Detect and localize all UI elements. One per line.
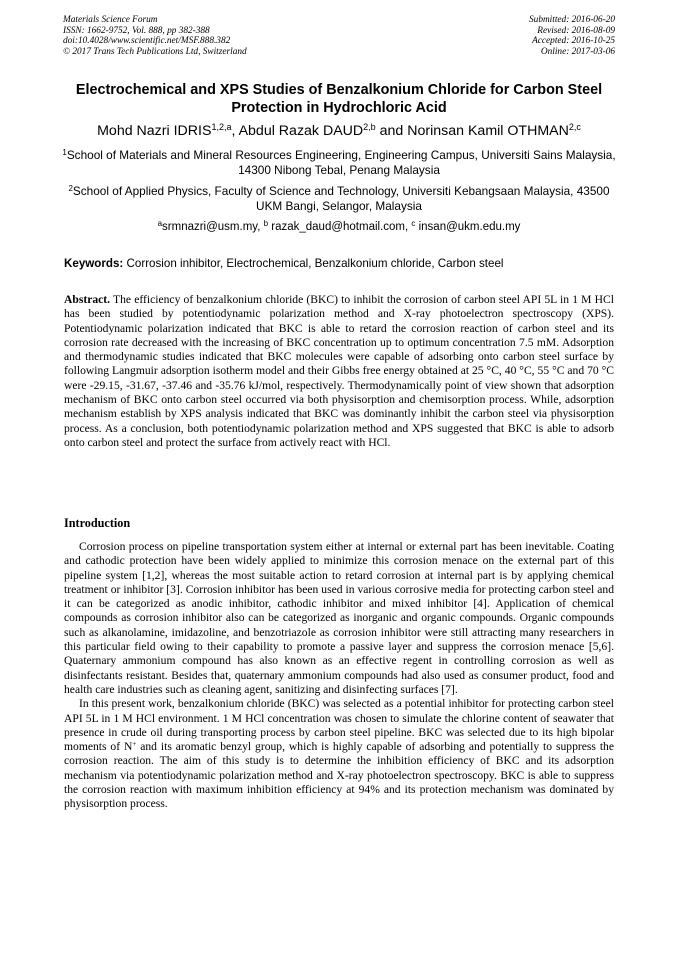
revised-date: Revised: 2016-08-09 (537, 25, 615, 36)
abstract-text: The efficiency of benzalkonium chloride (BKC) to inhibit the corrosion of carbon steel API 5L in 1 M HCl has been studied by potentiodynamic polarization method and X-ray photoelectron spectroscopy (XPS). Potentiodynamic polarization indicated that BKC is able to retard the corrosion reaction of carbon steel and its corrosion rate decreased with the increasing of BKC concentration up to optimum concentration 7.5 mM. Adsorption and thermodynamic studies indicated that BKC molecules were capable of adsorbing onto carbon steel surface by following Langmuir adsorption isotherm model and their Gibbs free energy obtained at 25 °C, 40 °C, 55 °C and 70 °C were -29.15, -31.67, -37.46 and -35.76 kJ/mol, respectively. Thermodynamically point of view shown that adsorption mechanism of BKC onto carbon steel occurred via both physisorption and chemisorption process. While, adsorption mechanism establish by XPS analysis indicated that BKC was dominantly inhibit the carbon steel via physisorption process. As a conclusion, both potentiodynamic polarization method and XPS suggested that BKC is able to adsorb onto carbon steel and protect the surface from actively react with HCl. (64, 293, 614, 449)
paragraph-text: and its aromatic benzyl group, which is highly capable of adsorbing and potentially to suppress the corrosion reaction. The aim of this study is to determine the inhibition efficiency of BKC and its adsorption mechanism via potentiodynamic polarization method and X-ray photoelectron spectroscopy. BKC is able to suppress the corrosion reaction with maximum inhibition efficiency at 94% and its protection mechanism was dominated by physisorption process. (64, 740, 614, 811)
email-separator: , (257, 221, 264, 233)
accepted-date: Accepted: 2016-10-25 (532, 36, 615, 47)
paragraph: Corrosion process on pipeline transportation system either at internal or external part has been inevitable. Coating and cathodic protection have been widely applied to minimize this corrosion menace on the external part of this pipeline system [1,2], whereas the most suitable action to retard corrosion at internal part is by applying chemical treatment or inhibitor [3]. Corrosion inhibitor has been used in various corrosive media for protecting carbon steel and it can be categorized as anodic inhibitor, cathodic inhibitor and mixed inhibitor [4]. Application of chemical compounds as corrosion inhibitor also can be categorized as inorganic and organic compounds. Organic compounds such as alkanolamine, imidazoline, and benzotriazole as corrosion inhibitor were still attracting many researchers in this particular field owing to their capability to promote a passive layer and suppress the corrosion menace [5,6]. Quaternary ammonium compound has also known as an effective regent in controlling corrosion as well as disinfectants resistant. Besides that, quaternary ammonium compounds had also used as consumer product, food and health care industries such as cleaning agent, sanitizing and disinfecting surfaces [7]. (64, 540, 614, 696)
section-heading-introduction: Introduction (64, 516, 131, 530)
author-affil-marker: 2,b (363, 122, 376, 132)
keywords-label: Keywords: (64, 257, 124, 270)
author-list (40, 123, 638, 140)
journal-name: Materials Science Forum (63, 15, 158, 25)
email-marker: c (411, 219, 416, 228)
author-name: Norinsan Kamil OTHMAN (407, 123, 569, 139)
paragraph-text: In this present work, benzalkonium chloride (BKC) was selected as a potential inhibitor for protecting carbon steel API 5L in 1 M HCl environment. 1 M HCl concentration was chosen to simulate the chlorine content of seawater that presence in crude oil during transporting process by carbon steel pipeline. BKC was selected due to its high bipolar moments of N (64, 697, 614, 754)
superscript: + (132, 740, 137, 749)
affil-text: School of Materials and Mineral Resources Engineering, Engineering Campus, Universiti Sains Malaysia, 14300 Nibong Tebal, Penang Malaysia (66, 148, 616, 177)
author-separator: and (375, 123, 408, 139)
author-separator: , (231, 123, 239, 139)
abstract (64, 293, 614, 450)
paper-title: Electrochemical and XPS Studies of Benzalkonium Chloride for Carbon Steel Protection in Hydrochloric Acid (75, 82, 603, 116)
keywords (64, 256, 624, 271)
doi[interactable]: doi:10.4028/www.scientific.net/MSF.888.382 (63, 36, 231, 47)
keywords-text: Corrosion inhibitor, Electrochemical, Benzalkonium chloride, Carbon steel (126, 257, 504, 270)
email-separator: , (405, 221, 412, 233)
publication-dates (529, 15, 615, 57)
online-date: Online: 2017-03-06 (540, 46, 615, 57)
author-affil-marker: 1,2,a (211, 122, 232, 132)
copyright: © 2017 Trans Tech Publications Ltd, Switzerland (63, 46, 247, 57)
abstract-label: Abstract. (64, 293, 111, 306)
issn: ISSN: 1662-9752, Vol. 888, pp 382-388 (63, 25, 210, 36)
email-list (40, 220, 638, 235)
affiliation-1 (55, 148, 623, 178)
introduction-body (64, 540, 614, 812)
email-link[interactable]: razak_daud@hotmail.com (271, 221, 406, 233)
affil-marker: 1 (62, 148, 67, 157)
affil-text: School of Applied Physics, Faculty of Science and Technology, Universiti Kebangsaan Malaysia, 43500 UKM Bangi, Selangor, Malaysia (72, 184, 610, 213)
author-affil-marker: 2,c (568, 122, 581, 132)
paragraph (64, 697, 614, 811)
email-marker: a (157, 219, 163, 228)
email-link[interactable]: srmnazri@usm.my (162, 221, 258, 233)
submitted-date: Submitted: 2016-06-20 (529, 15, 615, 25)
affiliation-2 (55, 184, 623, 214)
email-link[interactable]: insan@ukm.edu.my (418, 221, 521, 233)
author-name: Abdul Razak DAUD (238, 123, 364, 139)
email-marker: b (263, 219, 269, 228)
author-name: Mohd Nazri IDRIS (97, 123, 212, 139)
affil-marker: 2 (68, 184, 73, 193)
journal-info (63, 15, 247, 57)
